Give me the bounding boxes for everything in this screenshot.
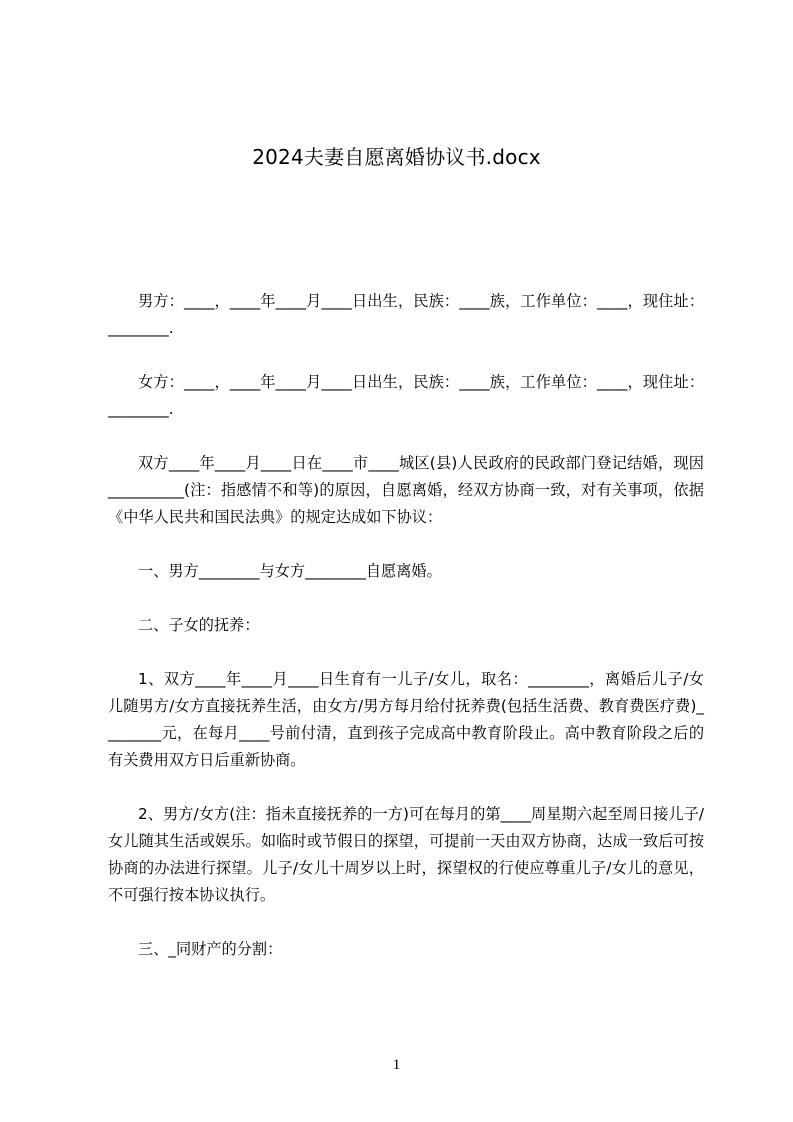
paragraph-section-three-heading: 三、_同财产的分割：	[138, 940, 283, 958]
document-body	[108, 288, 704, 990]
document-title: 2024夫妻自愿离婚协议书.docx	[252, 145, 541, 169]
paragraph-wife-info: 女方：____，____年____月____日出生，民族：____族，工作单位：____，现住址：________.	[108, 373, 704, 418]
paragraph-visitation: 2、男方/女方(注：指未直接抚养的一方)可在每月的第____周星期六起至周日接儿子/女儿随其生活或娱乐。如临时或节假日的探望，可提前一天由双方协商，达成一致后可按协商的办法进行探望。儿子/女儿十周岁以上时，探望权的行使应尊重儿子/女儿的意见，不可强行按本协议执行。	[108, 805, 704, 904]
paragraph-child-custody: 1、双方____年____月____日生育有一儿子/女儿，取名：________，离婚后儿子/女儿随男方/女方直接抚养生活，由女方/男方每月给付抚养费(包括生活费、教育费医疗费)________元，在每月____号前付清，直到孩子完成高中教育阶段止。高中教育阶段之后的有关费用双方日后重新协商。	[108, 670, 704, 769]
paragraph-marriage-registration: 双方____年____月____日在____市____城区(县)人民政府的民政部门登记结婚，现因__________(注：指感情不和等)的原因，自愿离婚，经双方协商一致，对有关事项，依据《中华人民共和国民法典》的规定达成如下协议：	[108, 454, 704, 526]
paragraph-husband-info: 男方：____，____年____月____日出生，民族：____族，工作单位：____，现住址：________.	[108, 292, 704, 337]
page-number: 1	[392, 1057, 401, 1073]
paragraph-section-one: 一、男方________与女方________自愿离婚。	[138, 562, 442, 580]
paragraph-section-two-heading: 二、子女的抚养：	[138, 616, 260, 634]
